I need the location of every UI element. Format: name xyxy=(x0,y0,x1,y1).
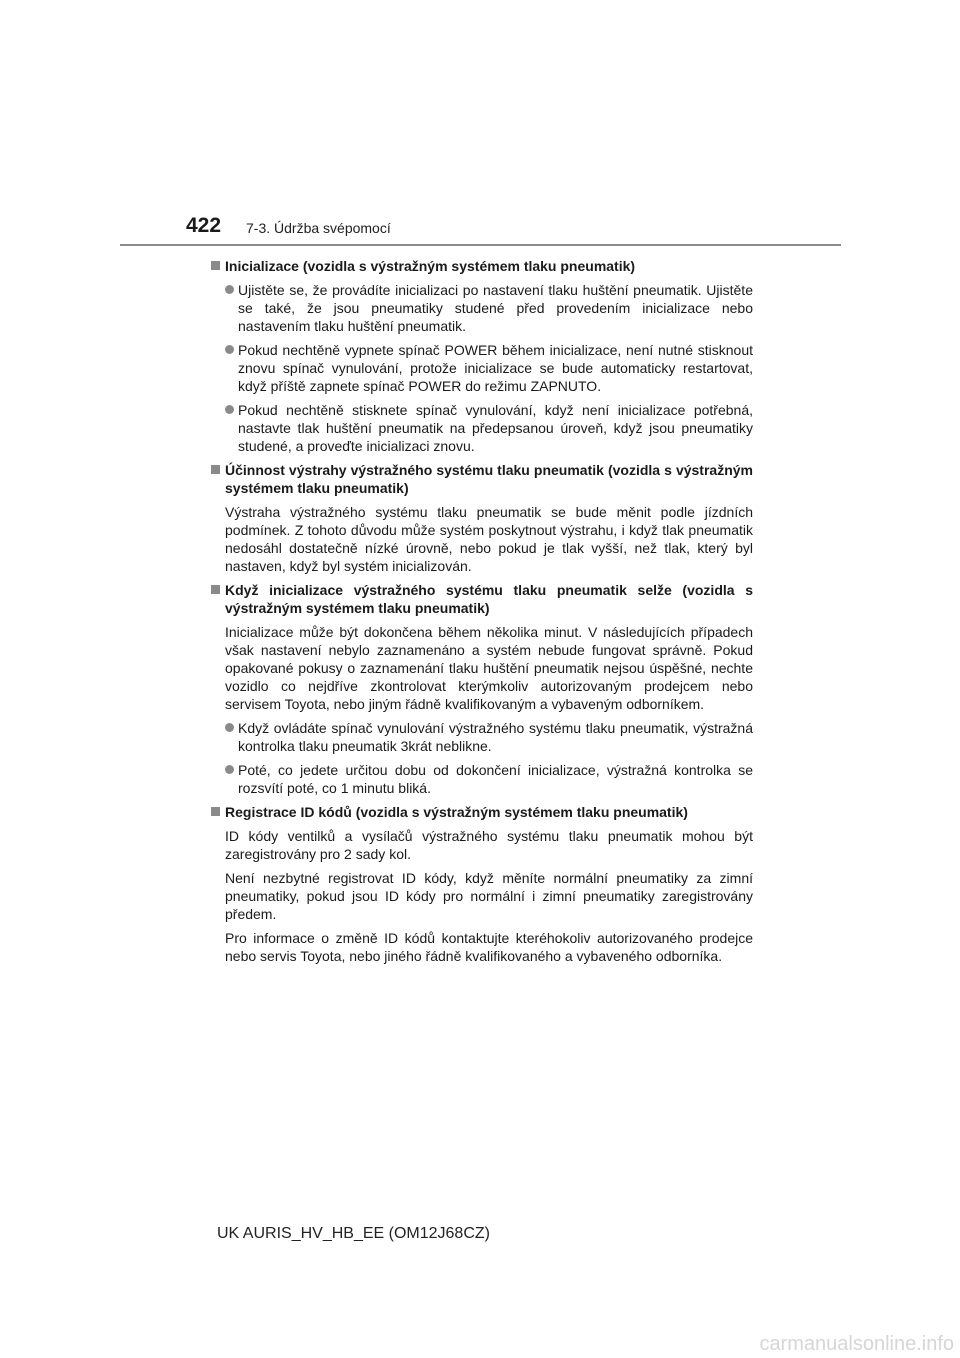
section-heading xyxy=(211,257,753,275)
circle-bullet-icon xyxy=(225,765,234,774)
circle-bullet-icon xyxy=(225,345,234,354)
watermark: carmanualsonline.info xyxy=(759,1333,954,1355)
section-warning-effectiveness xyxy=(211,461,753,575)
section-heading-text: Když inicializace výstražného systému tlaku pneumatik selže (vozidla s výstražným systémem tlaku pneumatik) xyxy=(225,582,753,616)
section-heading-text: Registrace ID kódů (vozidla s výstražným systémem tlaku pneumatik) xyxy=(225,804,688,820)
list-item-text: Pokud nechtěně stisknete spínač vynulování, když není inicializace potřebná, nastavte tlak huštění pneumatik na předepsanou úroveň, když jsou pneumatiky studené, a proveďte inicializaci znovu. xyxy=(238,402,753,454)
list-item-text: Když ovládáte spínač vynulování výstražného systému tlaku pneumatik, výstražná kontrolka tlaku pneumatik 3krát neblikne. xyxy=(238,720,753,754)
section-initialization-failure xyxy=(211,581,753,797)
header-rule xyxy=(120,244,841,246)
list-item xyxy=(211,281,753,335)
section-initialization xyxy=(211,257,753,455)
list-item xyxy=(211,719,753,755)
list-item-text: Poté, co jedete určitou dobu od dokončení inicializace, výstražná kontrolka se rozsvítí poté, co 1 minutu bliká. xyxy=(238,762,753,796)
section-heading xyxy=(211,803,753,821)
page-content xyxy=(211,257,753,971)
square-bullet-icon xyxy=(211,585,220,594)
circle-bullet-icon xyxy=(225,285,234,294)
square-bullet-icon xyxy=(211,807,220,816)
list-item-text: Ujistěte se, že provádíte inicializaci po nastavení tlaku huštění pneumatik. Ujistěte se také, že jsou pneumatiky studené před provedením inicializace nebo nastavením tlaku huštění pneumatik. xyxy=(238,282,753,334)
list-item xyxy=(211,761,753,797)
list-item-text: Pokud nechtěně vypnete spínač POWER během inicializace, není nutné stisknout znovu spínač vynulování, protože inicializace se bude automaticky restartovat, když příště zapnete spínač POWER do režimu ZAPNUTO. xyxy=(238,342,753,394)
square-bullet-icon xyxy=(211,465,220,474)
paragraph: Výstraha výstražného systému tlaku pneumatik se bude měnit podle jízdních podmínek. Z tohoto důvodu může systém poskytnout výstrahu, i když tlak pneumatik nedosáhl dostatečně nízké úrovně, nebo pokud je tlak vyšší, než tlak, který byl nastaven, když byl systém inicializován. xyxy=(225,504,753,574)
circle-bullet-icon xyxy=(225,723,234,732)
square-bullet-icon xyxy=(211,261,220,270)
paragraph: Pro informace o změně ID kódů kontaktujte kteréhokoliv autorizovaného prodejce nebo servis Toyota, nebo jiného řádně kvalifikovaného a vybaveného odborníka. xyxy=(225,930,753,964)
section-heading-text: Účinnost výstrahy výstražného systému tlaku pneumatik (vozidla s výstražným systémem tlaku pneumatik) xyxy=(225,462,753,496)
section-heading xyxy=(211,581,753,617)
circle-bullet-icon xyxy=(225,405,234,414)
list-item xyxy=(211,341,753,395)
section-heading-text: Inicializace (vozidla s výstražným systémem tlaku pneumatik) xyxy=(225,258,636,274)
paragraph: ID kódy ventilků a vysílačů výstražného systému tlaku pneumatik mohou být zaregistrovány pro 2 sady kol. xyxy=(225,828,753,862)
paragraph: Inicializace může být dokončena během několika minut. V následujících případech však nastavení nebylo zaznamenáno a systém nebude fungovat správně. Pokud opakované pokusy o zaznamenání tlaku huštění pneumatik nejsou úspěšné, nechte vozidlo co nejdříve zkontrolovat kterýmkoliv autorizovaným prodejcem nebo servisem Toyota, nebo jiným řádně kvalifikovaným a vybaveným odborníkem. xyxy=(225,624,753,712)
paragraph: Není nezbytné registrovat ID kódy, když měníte normální pneumatiky za zimní pneumatiky, pokud jsou ID kódy pro normální i zimní pneumatiky zaregistrovány předem. xyxy=(225,870,753,922)
section-id-registration xyxy=(211,803,753,965)
chapter-title: 7-3. Údržba svépomocí xyxy=(246,220,391,236)
footer-doc-code: UK AURIS_HV_HB_EE (OM12J68CZ) xyxy=(217,1225,490,1242)
section-heading xyxy=(211,461,753,497)
list-item xyxy=(211,401,753,455)
page-number: 422 xyxy=(186,214,222,237)
